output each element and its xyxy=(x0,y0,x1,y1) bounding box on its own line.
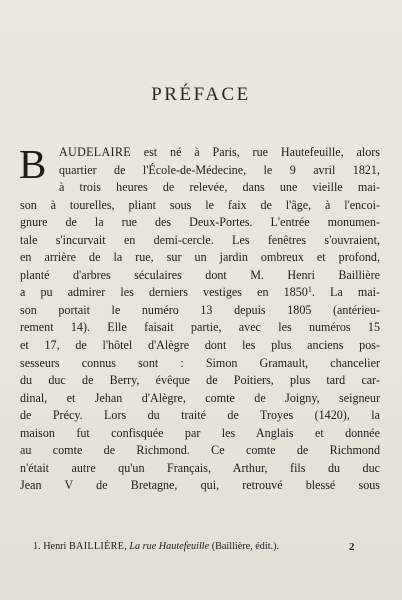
text-line-1 xyxy=(20,144,380,162)
text-line-9-end: . La mai- xyxy=(311,285,380,300)
text-line-9 xyxy=(20,284,380,302)
text-line-15: dinal, et Jehan d'Alègre, comte de Joigny, seigneur xyxy=(20,390,380,405)
text-line-6: tale s'incurvait en demi-cercle. Les fenêtres s'ouvraient, xyxy=(20,232,380,247)
footnote-publisher: (Baillière, édit.). xyxy=(211,541,280,552)
page-title: PRÉFACE xyxy=(151,84,251,105)
preface-body xyxy=(19,141,380,495)
page-number: 2 xyxy=(349,541,355,553)
footnote xyxy=(33,541,348,552)
text-line-9-text: a pu admirer les derniers vestiges en 1850 xyxy=(20,285,308,300)
first-word-rest: AUDELAIRE xyxy=(59,145,131,159)
text-line-20: Jean V de Bretagne, qui, retrouvé blessé sous xyxy=(20,478,380,493)
text-line-4: son à tourelles, pliant sous le faix de l'âge, à l'encoi- xyxy=(20,197,380,212)
footnote-marker: 1 xyxy=(307,285,312,295)
text-line-19: n'était autre qu'un Français, Arthur, fils du duc xyxy=(20,460,380,475)
text-line-12: et 17, de l'hôtel d'Alègre dont les plus anciens pos- xyxy=(20,338,380,353)
text-line-10: son portait le numéro 13 depuis 1805 (antérieu- xyxy=(20,302,380,317)
text-line-11: rement 14). Elle faisait partie, avec les numéros 15 xyxy=(20,320,380,335)
drop-cap: B xyxy=(19,141,47,187)
text-line-5: gnure de la rue des Deux-Portes. L'entrée monumen- xyxy=(20,215,380,230)
footnote-comma: , xyxy=(124,541,127,552)
text-line-13: sesseurs connus sont : Simon Gramault, chancelier xyxy=(20,355,380,370)
text-line-16: de Précy. Lors du traité de Troyes (1420), la xyxy=(20,408,380,423)
footnote-number: 1. xyxy=(33,541,41,552)
text-line-7: en arrière de la rue, sur un jardin ombreux et profond, xyxy=(20,250,380,265)
text-line-3: à trois heures de relevée, dans une vieille mai- xyxy=(59,180,380,195)
text-line-1-text: est né à Paris, rue Hautefeuille, alors xyxy=(130,145,380,159)
footnote-author-first: Henri xyxy=(43,541,67,552)
first-paragraph-start xyxy=(19,141,380,197)
text-line-18: au comte de Richmond. Ce comte de Richmond xyxy=(20,443,380,458)
text-line-8: planté d'arbres séculaires dont M. Henri Baillière xyxy=(20,267,380,282)
footnote-author-last: BAILLIÈRE xyxy=(68,541,125,552)
text-line-17: maison fut confisquée par les Anglais et donnée xyxy=(20,425,380,440)
footnote-work-title: La rue Hautefeuille xyxy=(129,541,210,552)
text-line-14: du duc de Berry, évêque de Poitiers, plus tard car- xyxy=(20,373,380,388)
text-line-2: quartier de l'École-de-Médecine, le 9 avril 1821, xyxy=(59,162,380,177)
